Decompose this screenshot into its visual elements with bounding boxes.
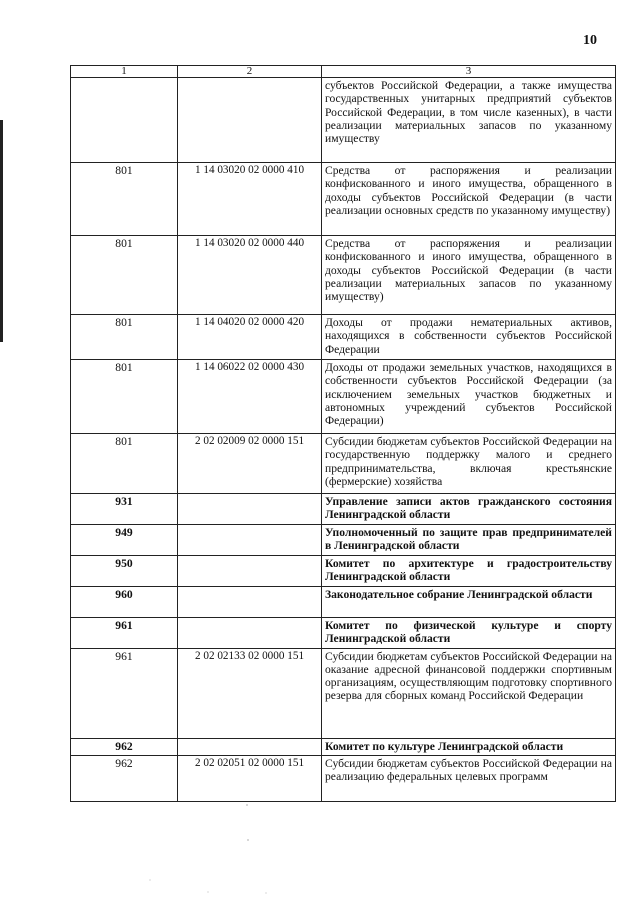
revenue-description-cell: Субсидии бюджетам субъектов Российской Федерации на государственную поддержку малого и среднего предпринимательства, включая крестьянские (фермерские) хозяйства	[322, 434, 616, 494]
revenue-description-cell: Средства от распоряжения и реализации конфискованного и иного имущества, обращенного в доходы субъектов Российской Федерации (в части реализации материальных запасов по указанному имуществу)	[322, 236, 616, 315]
admin-code-cell: 801	[71, 236, 178, 315]
admin-code-cell: 961	[71, 618, 178, 649]
admin-code-cell: 801	[71, 434, 178, 494]
admin-code-cell: 949	[71, 525, 178, 556]
revenue-description-cell: Управление записи актов гражданского состояния Ленинградской области	[322, 494, 616, 525]
admin-code-cell: 950	[71, 556, 178, 587]
revenue-description-cell: Комитет по культуре Ленинградской области	[322, 738, 616, 755]
revenue-code-cell: 1 14 03020 02 0000 410	[178, 163, 322, 236]
admin-code-cell: 801	[71, 360, 178, 434]
revenue-description-cell: субъектов Российской Федерации, а также имущества государственных унитарных предприятий субъектов Российской Федерации, в том числе казенных), в части реализации материальных запасов по указанному имуществу	[322, 78, 616, 163]
revenue-description-cell: Уполномоченный по защите прав предпринимателей в Ленинградской области	[322, 525, 616, 556]
revenue-description-cell: Субсидии бюджетам субъектов Российской Федерации на оказание адресной финансовой поддержки спортивным организациям, осуществляющим подготовку спортивного резерва для сборных команд Российской Федерации	[322, 648, 616, 738]
revenue-description-cell: Законодательное собрание Ленинградской области	[322, 587, 616, 618]
revenue-description-cell: Доходы от продажи нематериальных активов, находящихся в собственности субъектов Российской Федерации	[322, 315, 616, 360]
revenue-description-cell: Комитет по физической культуре и спорту Ленинградской области	[322, 618, 616, 649]
admin-code-cell: 801	[71, 315, 178, 360]
revenue-description-cell: Доходы от продажи земельных участков, находящихся в собственности субъектов Российской Федерации (за исключением земельных участков бюджетных и автономных учреждений субъектов Российской Федерации)	[322, 360, 616, 434]
admin-code-cell: 931	[71, 494, 178, 525]
revenue-description-cell: Средства от распоряжения и реализации конфискованного и иного имущества, обращенного в доходы субъектов Российской Федерации (в части реализации основных средств по указанному имуществу)	[322, 163, 616, 236]
revenue-code-cell: 2 02 02051 02 0000 151	[178, 755, 322, 801]
revenue-code-cell: 1 14 04020 02 0000 420	[178, 315, 322, 360]
admin-code-cell: 801	[71, 163, 178, 236]
revenue-description-cell: Комитет по архитектуре и градостроительству Ленинградской области	[322, 556, 616, 587]
revenue-code-cell: 1 14 03020 02 0000 440	[178, 236, 322, 315]
header-col-2: 2	[178, 66, 322, 78]
revenue-code-cell: 2 02 02133 02 0000 151	[178, 648, 322, 738]
header-col-3: 3	[322, 66, 616, 78]
revenue-description-cell: Субсидии бюджетам субъектов Российской Федерации на реализацию федеральных целевых программ	[322, 755, 616, 801]
header-col-1: 1	[71, 66, 178, 78]
revenue-code-cell: 1 14 06022 02 0000 430	[178, 360, 322, 434]
admin-code-cell: 961	[71, 648, 178, 738]
admin-code-cell: 962	[71, 755, 178, 801]
admin-code-cell: 962	[71, 738, 178, 755]
admin-code-cell: 960	[71, 587, 178, 618]
page-number: 10	[583, 33, 597, 48]
revenue-code-cell: 2 02 02009 02 0000 151	[178, 434, 322, 494]
